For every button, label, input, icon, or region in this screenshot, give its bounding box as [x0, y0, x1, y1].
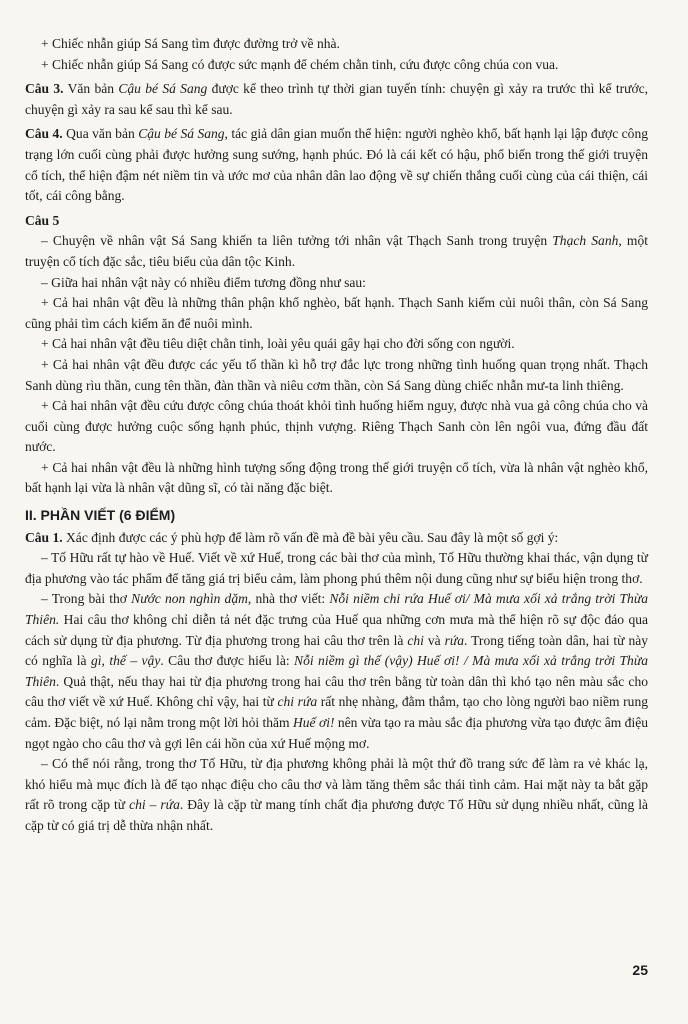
- story-title: Cậu bé Sá Sang: [118, 81, 208, 97]
- bullet-ring-strength: + Chiếc nhẫn giúp Sá Sang có được sức mạnh để chém chằn tinh, cứu được công chúa con vua.: [41, 56, 559, 72]
- section-heading: II. PHẦN VIẾT (6 ĐIỂM): [25, 507, 176, 524]
- question-5-bullet: + Cả hai nhân vật đều là những hình tượng sống động trong thế giới truyện cổ tích, vừa là nhân vật nghèo khổ, bất hạnh lại vừa là nhân vật dũng sĩ, có tài năng đặc biệt.: [25, 459, 648, 496]
- writing-question-1: Câu 1. Xác định được các ý phù hợp để làm rõ vấn đề mà đề bài yêu cầu. Sau đây là một số gợi ý:: [25, 529, 559, 545]
- question-4: Câu 4. Qua văn bản Cậu bé Sá Sang, tác giả dân gian muốn thể hiện: người nghèo khổ, bất hạnh lại lập được công trạng lớn cuối cùng phải được hưởng sung sướng, hạnh phúc. Đó là cái kết có hậu, phổ biến trong thế giới truyện cổ tích, thể hiện đậm nét niềm tin và ước mơ của nhân dân lao động về sự chiến thắng cuối cùng của cái thiện, cái tốt, cái công bằng.: [25, 126, 649, 204]
- question-5-bullet: + Cả hai nhân vật đều được các yếu tố thần kì hỗ trợ đắc lực trong những tình huống quan trọng nhất. Thạch Sanh dùng rìu thần, cung tên thần, đàn thần và niêu cơm thần, còn Sá Sang dùng chiếc nhẫn mư-ta linh thiêng.: [25, 356, 648, 393]
- question-5-bullet: + Cả hai nhân vật đều tiêu diệt chằn tinh, loài yêu quái gây hại cho đời sống con người.: [41, 336, 515, 352]
- question-5-para: – Chuyện về nhân vật Sá Sang khiến ta liên tưởng tới nhân vật Thạch Sanh trong truyện Thạch Sanh, một truyện cổ tích đặc sắc, tiêu biểu của dân tộc Kinh.: [25, 233, 648, 269]
- writing-point: – Tố Hữu rất tự hào về Huế. Viết về xứ Huế, trong các bài thơ của mình, Tố Hữu thường khai thác, vận dụng từ địa phương vào tác phẩm để tăng giá trị biểu cảm, làm phong phú thêm nội dung cũng như sự biểu hiện trong thơ.: [25, 550, 648, 586]
- writing-point: – Có thể nói rằng, trong thơ Tố Hữu, từ địa phương không phải là một thứ đồ trang sức để làm ra vẻ khác lạ, khó hiểu mà mục đích là để tạo nhạc điệu cho câu thơ và làm tăng thêm sắc thái tình cảm. Hai mặt này ta bắt gặp rất rõ trong cặp từ chi – rứa. Đây là cặp từ mang tính chất địa phương được Tố Hữu sử dụng nhiều nhất, cũng là cặp từ có giá trị dễ thừa nhận nhất.: [25, 756, 648, 833]
- story-title: Cậu bé Sá Sang: [138, 126, 225, 142]
- question-3-label: Câu 3.: [25, 81, 64, 97]
- writing-point: – Trong bài thơ Nước non nghìn dặm, nhà thơ viết: Nỗi niềm chi rứa Huế ơi/ Mà mưa xối xả trắng trời Thừa Thiên. Hai câu thơ không chỉ diễn tả nét đặc trưng của Huế qua những cơn mưa mà thể hiện rõ sự độc đáo qua cách sử dụng từ địa phương. Từ địa phương trong hai câu thơ trên là chi và rứa. Trong tiếng toàn dân, hai từ này có nghĩa là gì, thế – vậy. Câu thơ được hiểu là: Nỗi niềm gì thế (vậy) Huế ơi! / Mà mưa xối xả trắng trời Thừa Thiên. Quả thật, nếu thay hai từ địa phương trong hai câu thơ trên bằng từ toàn dân thì khó tạo nên màu sắc cho câu thơ viết về xứ Huế. Không chỉ vậy, hai từ chi rứa rất nhẹ nhàng, đằm thắm, tạo cho lòng người bao niềm rung cảm. Đặc biệt, nó lại nằm trong một lời hỏi thăm Huế ơi! nên vừa tạo ra màu sắc địa phương vừa tạo được âm điệu ngọt ngào cho câu thơ và gợi lên cái hồn của xứ Huế mộng mơ.: [25, 591, 649, 751]
- page-number: 25: [632, 962, 648, 978]
- writing-question-1-label: Câu 1.: [25, 529, 63, 545]
- question-5-label: Câu 5: [25, 212, 60, 228]
- question-4-label: Câu 4.: [25, 126, 63, 142]
- bullet-ring-way-home: + Chiếc nhẫn giúp Sá Sang tìm được đường trở về nhà.: [41, 36, 340, 51]
- question-5-bullet: + Cả hai nhân vật đều là những thân phận khổ nghèo, bất hạnh. Thạch Sanh kiếm củi nuôi thân, còn Sá Sang cũng phải tìm cách kiếm ăn để nuôi mình.: [25, 295, 648, 331]
- question-5-bullet: + Cả hai nhân vật đều cứu được công chúa thoát khỏi tình huống hiểm nguy, được nhà vua gả công chúa cho và cuối cùng được hưởng cuộc sống hạnh phúc, thịnh vượng. Riêng Thạch Sanh còn lên ngôi vua, đứng đầu đất nước.: [25, 398, 648, 455]
- question-5-para: – Giữa hai nhân vật này có nhiều điểm tương đồng như sau:: [41, 274, 366, 290]
- question-3: Câu 3. Văn bản Cậu bé Sá Sang được kể theo trình tự thời gian tuyến tính: chuyện gì xảy ra trước thì kể trước, chuyện gì xảy ra sau kể sau thì kể sau.: [25, 81, 649, 117]
